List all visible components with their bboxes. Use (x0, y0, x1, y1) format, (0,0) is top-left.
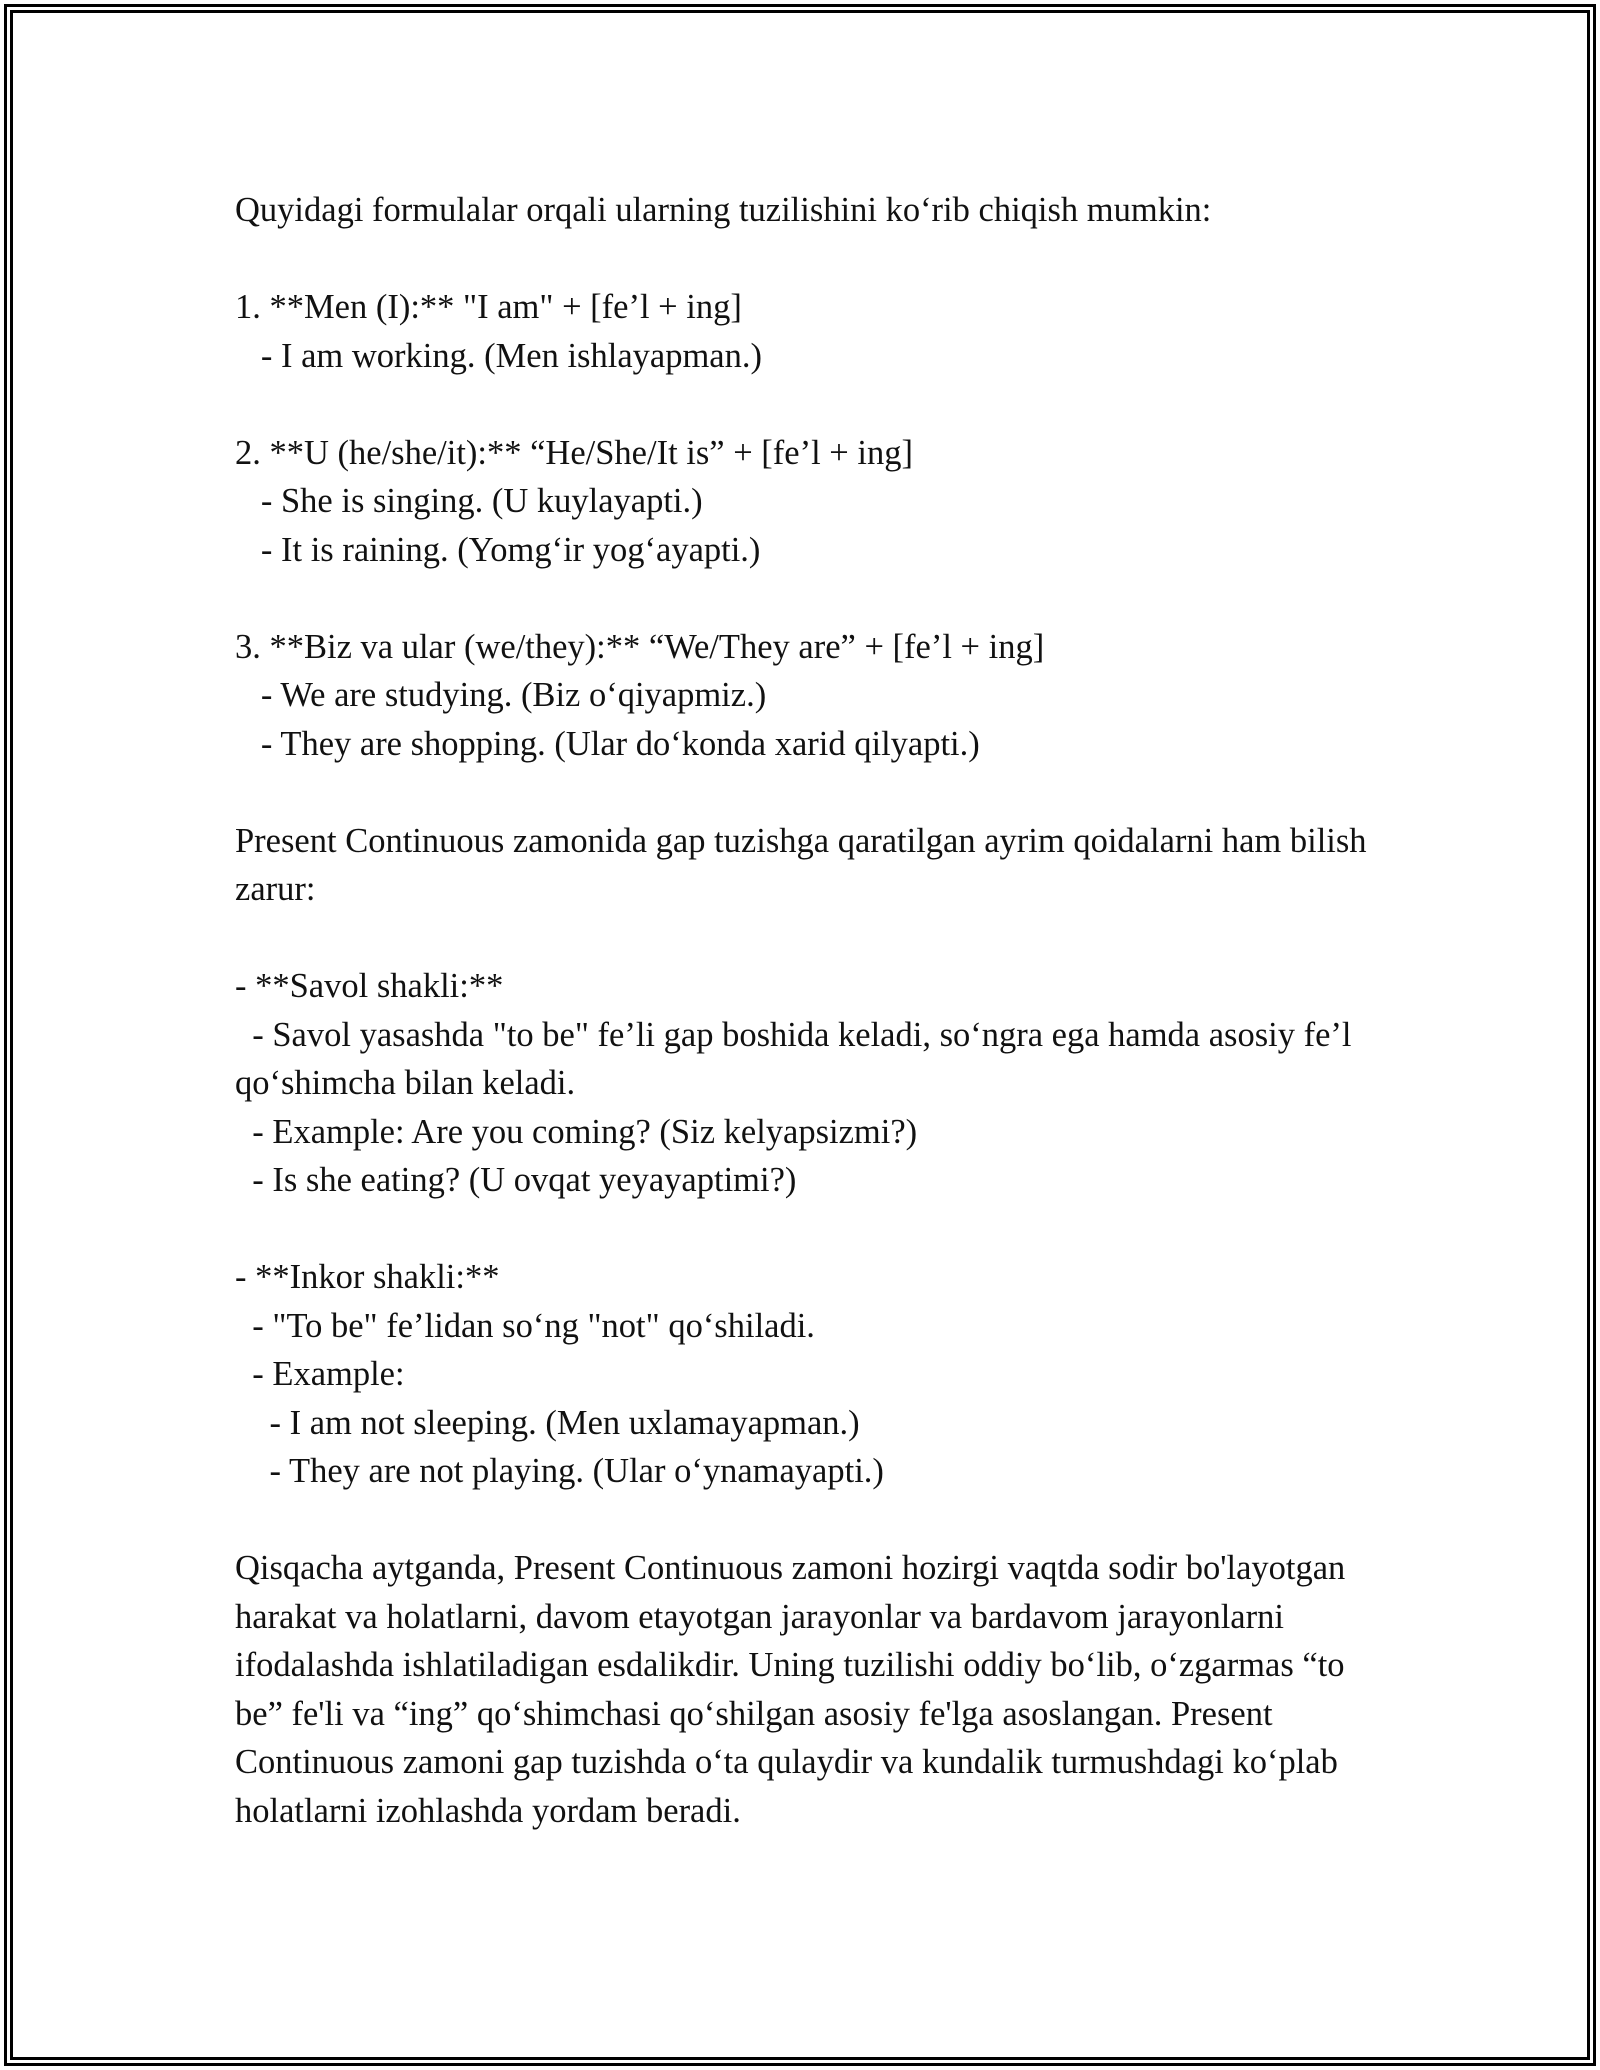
negative-form-explanation: - "To be" fe’lidan so‘ng "not" qo‘shiladi. (235, 1306, 815, 1345)
question-form-heading: - **Savol shakli:** (235, 967, 504, 1005)
formula-2-heading: 2. **U (he/she/it):** “He/She/It is” + [fe’l + ing] (235, 433, 913, 472)
question-form-example-2: - Is she eating? (U ovqat yeyayaptimi?) (235, 1161, 797, 1199)
negative-form-heading: - **Inkor shakli:** (235, 1258, 500, 1296)
question-form-explanation: - Savol yasashda "to be" fe’li gap boshida keladi, so‘ngra ega hamda asosiy fe’l qo‘shimcha bilan keladi. (235, 1015, 1361, 1102)
formula-1-heading: 1. **Men (I):** "I am" + [fe’l + ing] (235, 288, 742, 326)
formula-3-heading: 3. **Biz va ular (we/they):** “We/They are” + [fe’l + ing] (235, 627, 1045, 666)
formula-2-example-1: - She is singing. (U kuylayapti.) (235, 482, 703, 520)
formula-3-example-1: - We are studying. (Biz o‘qiyapmiz.) (235, 676, 767, 714)
negative-form-example-1: - I am not sleeping. (Men uxlamayapman.) (235, 1403, 860, 1442)
formula-1-example-1: - I am working. (Men ishlayapman.) (235, 336, 762, 375)
formula-2-example-2: - It is raining. (Yomg‘ir yog‘ayapti.) (235, 530, 761, 569)
conclusion-paragraph: Qisqacha aytganda, Present Continuous zamoni hozirgi vaqtda sodir bo'layotgan harakat va holatlarni, davom etayotgan jarayonlar va bardavom jarayonlarni ifodalashda ishlatiladigan esdalikdir. Uning tuzilishi oddiy bo‘lib, o‘zgarmas “to be” fe'li va “ing” qo‘shimchasi qo‘shilgan asosiy fe'lga asoslangan. Present Continuous zamoni gap tuzishda o‘ta qulaydir va kundalik turmushdagi ko‘plab holatlarni izohlashda yordam beradi. (235, 1549, 1346, 1830)
negative-form-example-label: - Example: (235, 1355, 405, 1393)
document-body (235, 186, 1375, 1835)
rules-intro-paragraph: Present Continuous zamonida gap tuzishga qaratilgan ayrim qoidalarni ham bilish zarur: (235, 821, 1367, 908)
intro-paragraph: Quyidagi formulalar orqali ularning tuzilishini ko‘rib chiqish mumkin: (235, 191, 1212, 229)
question-form-example-1: - Example: Are you coming? (Siz kelyapsizmi?) (235, 1112, 918, 1151)
negative-form-example-2: - They are not playing. (Ular o‘ynamayapti.) (235, 1452, 884, 1490)
formula-3-example-2: - They are shopping. (Ular do‘konda xarid qilyapti.) (235, 724, 980, 763)
